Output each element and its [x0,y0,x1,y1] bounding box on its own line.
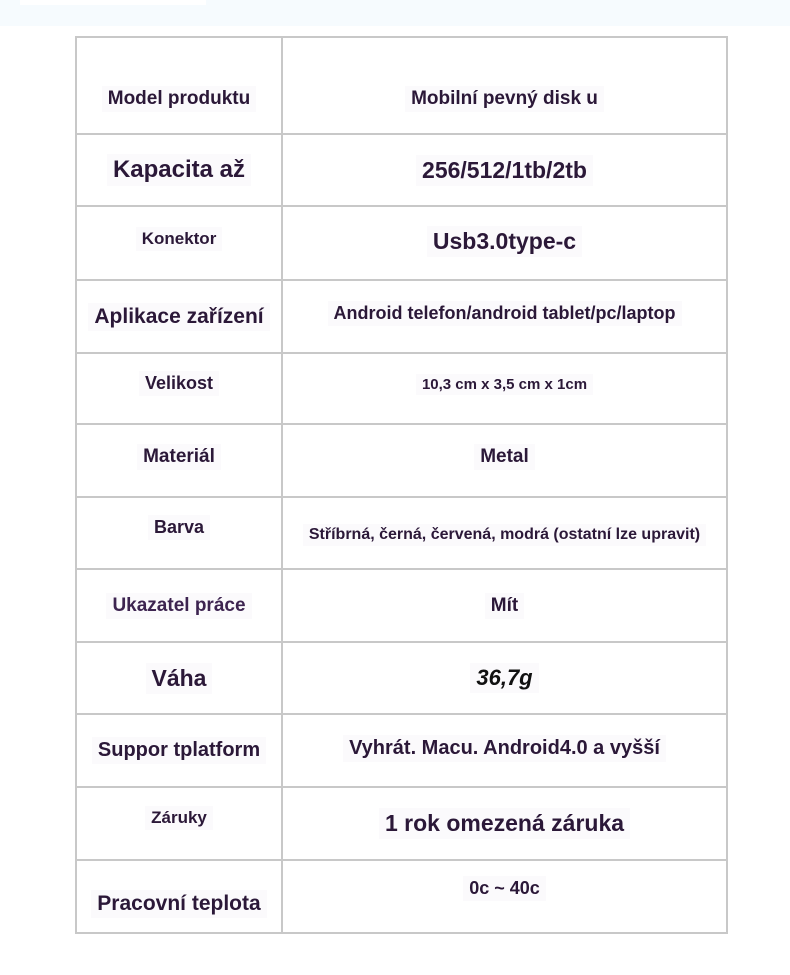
value-text: Mobilní pevný disk u [405,86,604,112]
value-text: 36,7g [470,663,538,693]
value-text: Stříbrná, černá, červená, modrá (ostatní lze upravit) [303,524,706,546]
spec-value [282,642,727,714]
table-row [76,37,727,134]
value-text: 256/512/1tb/2tb [416,155,593,186]
spec-value [282,206,727,280]
value-text: Mít [485,593,524,619]
label-text: Materiál [137,444,221,470]
table-row [76,206,727,280]
table-row [76,569,727,642]
label-text: Konektor [136,227,223,251]
value-text: Metal [474,444,535,470]
spec-label [76,424,282,497]
spec-label [76,860,282,933]
label-text: Suppor tplatform [92,737,266,764]
value-text: Usb3.0type-c [427,226,582,257]
spec-value [282,134,727,206]
table-row [76,642,727,714]
value-text: 1 rok omezená záruka [379,808,630,839]
label-text: Záruky [145,806,213,830]
value-text: 10,3 cm x 3,5 cm x 1cm [416,374,593,395]
label-text: Ukazatel práce [106,593,251,619]
spec-label [76,37,282,134]
table-row [76,424,727,497]
label-text: Model produktu [102,86,256,112]
spec-value [282,497,727,569]
table-row [76,787,727,860]
value-text: 0c ~ 40c [463,876,546,901]
spec-label [76,206,282,280]
spec-value [282,424,727,497]
table-row [76,860,727,933]
table-row [76,134,727,206]
spec-label [76,134,282,206]
spec-label [76,353,282,424]
spec-label [76,497,282,569]
spec-label [76,714,282,787]
spec-value [282,787,727,860]
spec-label [76,642,282,714]
table-row [76,497,727,569]
spec-value [282,280,727,353]
label-text: Velikost [139,371,219,396]
spec-value [282,353,727,424]
spec-label [76,280,282,353]
value-text: Android telefon/android tablet/pc/laptop [328,301,682,326]
spec-value [282,860,727,933]
label-text: Váha [146,663,213,694]
spec-label [76,787,282,860]
table-row [76,353,727,424]
spec-value [282,714,727,787]
spec-value [282,37,727,134]
spec-value [282,569,727,642]
table-row [76,280,727,353]
label-text: Aplikace zařízení [88,303,269,331]
top-bar [20,0,206,5]
label-text: Barva [148,515,210,540]
label-text: Pracovní teplota [91,890,266,918]
spec-table [75,36,728,934]
label-text: Kapacita až [107,154,251,186]
spec-label [76,569,282,642]
table-row [76,714,727,787]
value-text: Vyhrát. Macu. Android4.0 a vyšší [343,735,666,762]
